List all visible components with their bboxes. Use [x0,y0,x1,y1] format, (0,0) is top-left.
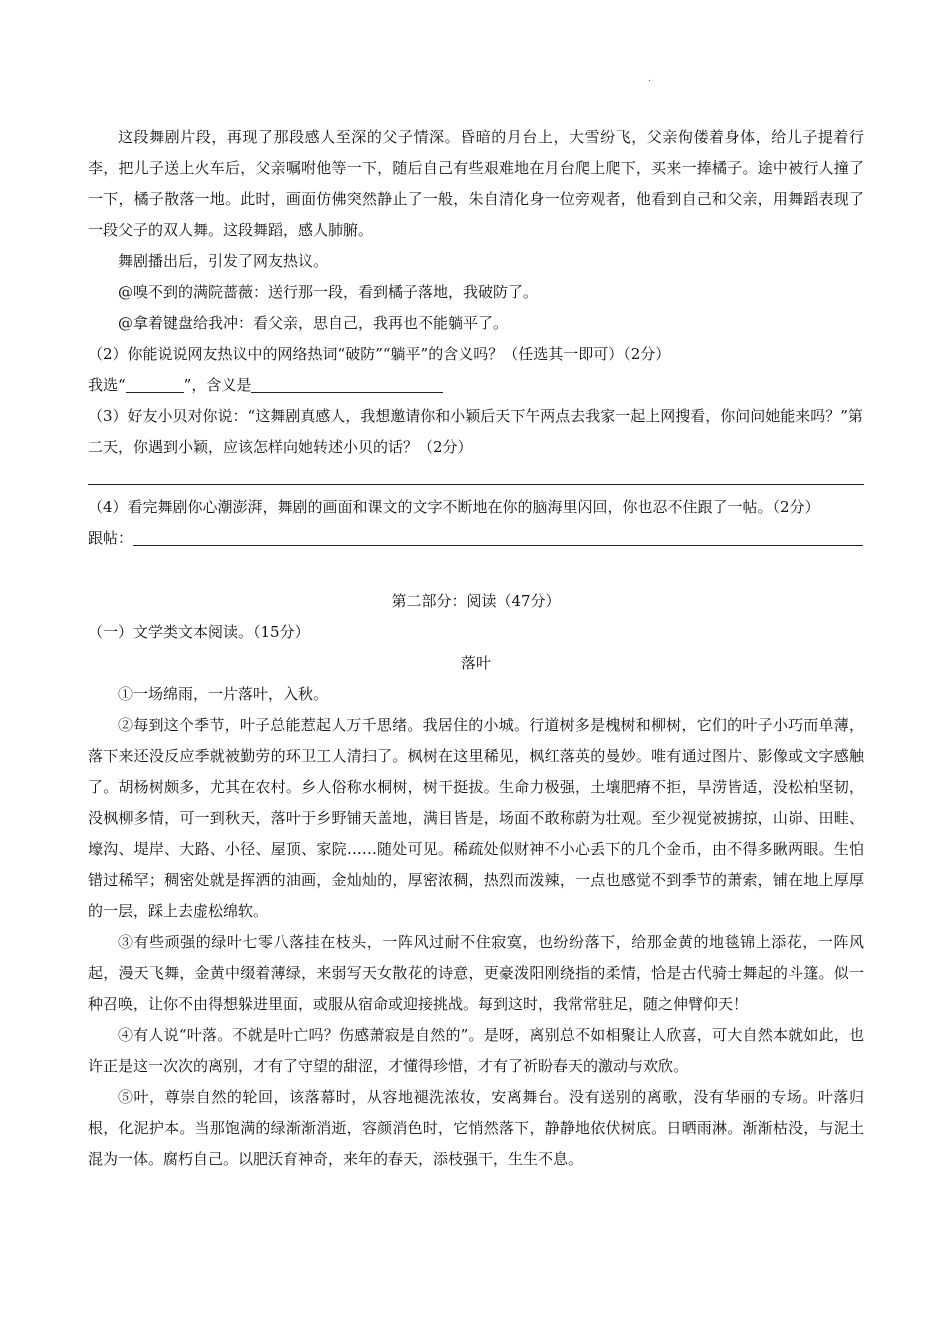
article-paragraph-2: ②每到这个季节，叶子总能惹起人万千思绪。我居住的小城。行道树多是槐树和柳树，它们的叶子小巧而单薄，落下来还没反应季就被勤劳的环卫工人清扫了。枫树在这里稀见，枫红落英的曼妙。唯有通过图片、影像或文字感触了。胡杨树颇多，尤其在农村。乡人俗称水桐树，树干挺拔。生命力极强，土壤肥瘠不拒，旱涝皆适，没松柏坚韧，没枫柳多情，可一到秋天，落叶于乡野铺天盖地，满目皆是，场面不敢称蔚为壮观。至少视觉被掳掠，山峁、田畦、壕沟、堤岸、大路、小径、屋顶、家院……随处可见。稀疏处似财神不小心丢下的几个金币，由不得多瞅两眼。生怕错过稀罕；稠密处就是挥洒的油画，金灿灿的，厚密浓稠，热烈而泼辣，一点也感觉不到季节的萧索，铺在地上厚厚的一层，踩上去虚松绵软。 [88,716,864,920]
reply-label: 跟帖： [88,529,134,547]
article-paragraph-3: ③有些顽强的绿叶七零八落挂在枝头，一阵风过耐不住寂寞，也纷纷落下，给那金黄的地毯锦上添花，一阵风起，漫天飞舞，金黄中缀着薄绿，来弱写天女散花的诗意，更豪泼阳刚绕指的柔情，恰是古代骑士舞起的斗篷。似一种召唤，让你不由得想躲进里面，或服从宿命或迎接挑战。每到这时，我常常驻足，随之伸臂仰天！ [88,933,864,1013]
meaning-blank[interactable] [251,376,443,393]
question-4: （4）看完舞剧你心潮澎湃，舞剧的画面和课文的文字不断地在你的脑海里闪回，你也忍不住跟了一帖。（2分） [88,498,820,516]
question-3-answer-line[interactable] [88,484,864,485]
exam-page [88,0,864,1344]
article-title: 落叶 [460,654,491,672]
netizen-comment-2: @拿着键盘给我冲：看父亲，思自己，我再也不能躺平了。 [118,314,509,332]
netizen-comment-1: @嗅不到的满院蔷薇：送行那一段，看到橘子落地，我破防了。 [118,283,539,301]
answer-mid: ”，含义是 [183,376,252,394]
answer-prefix: 我选“ [88,376,126,394]
net-discussion-paragraph: 舞剧播出后，引发了网友热议。 [118,252,329,270]
question-3: （3）好友小贝对你说：“这舞剧真感人，我想邀请你和小颖后天下午两点去我家一起上网搜看，你问问她能来吗？”第二天，你遇到小颖，应该怎样向她转述小贝的话？（2分） [88,407,863,456]
part-2 [88,586,864,1175]
question-4-block [88,492,864,554]
article-paragraph-4: ④有人说“叶落。不就是叶亡吗？伤感萧寂是自然的”。是呀，离别总不如相聚让人欣喜，可大自然本就如此，也许正是这一次次的离别，才有了守望的甜涩，才懂得珍惜，才有了祈盼春天的激动与欢欣。 [88,1026,864,1075]
part-2-subsection: （一）文学类文本阅读。（15分） [88,623,310,641]
article-paragraph-5: ⑤叶，尊崇自然的轮回，该落幕时，从容地褪洗浓妆，安离舞台。没有送别的离歌，没有华丽的专场。叶落归根，化泥护本。当那饱满的绿渐渐消逝，容颜消色时，它悄然落下，静静地依伏树底。日晒雨淋。渐渐枯没，与泥土混为一体。腐朽自己。以肥沃育神奇，来年的春天，添枝强干，生生不息。 [88,1088,864,1168]
word-choice-blank[interactable] [126,376,184,393]
part-2-title: 第二部分：阅读（47分） [391,592,561,610]
intro-paragraph: 这段舞剧片段，再现了那段感人至深的父子情深。昏暗的月台上，大雪纷飞，父亲佝偻着身体，给儿子提着行李，把儿子送上火车后，父亲嘱咐他等一下，随后自己有些艰难地在月台爬上爬下，买来一捧橘子。途中被行人撞了一下，橘子散落一地。此时，画面仿佛突然静止了一般，朱自清化身一位旁观者，他看到自己和父亲，用舞蹈表现了一段父子的双人舞。这段舞蹈，感人肺腑。 [88,128,864,239]
question-2-answer-line [88,370,864,401]
header-mark: . [648,74,651,84]
reply-line [88,523,864,554]
article-paragraph-1: ①一场绵雨，一片落叶，入秋。 [118,685,329,703]
section-1 [88,122,864,463]
reply-blank[interactable] [133,529,863,546]
question-2: （2）你能说说网友热议中的网络热词“破防”“躺平”的含义吗？（任选其一即可）（2分） [88,345,671,363]
